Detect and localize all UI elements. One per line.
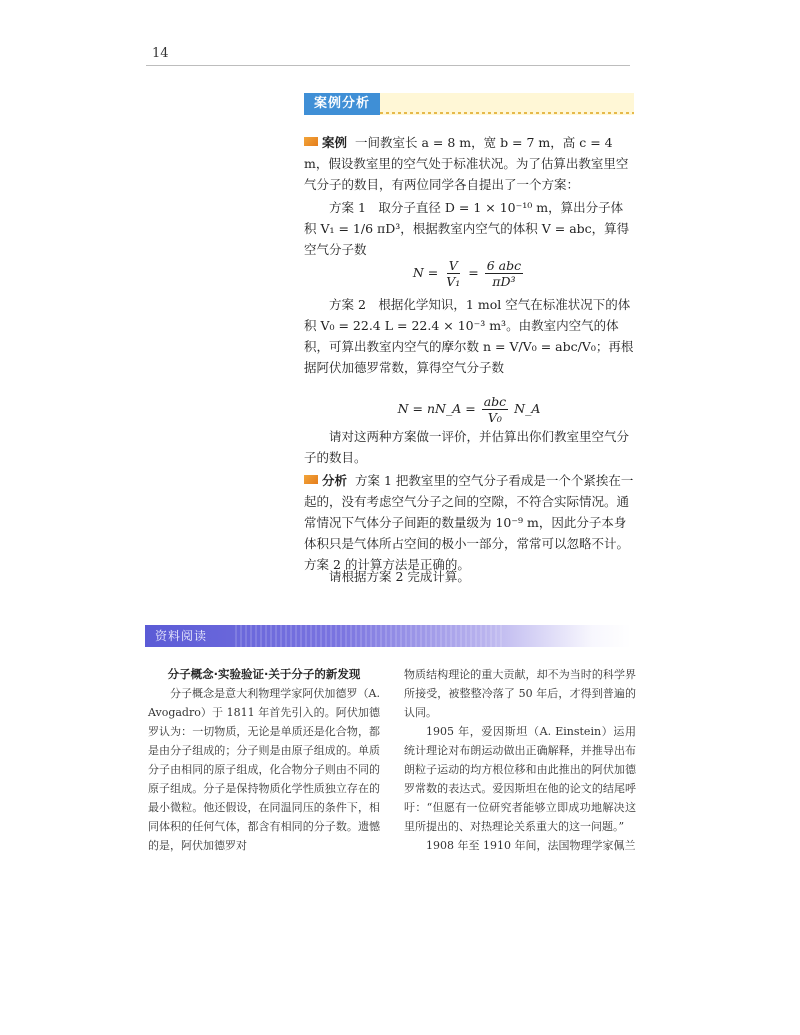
formula2-tail: N_A (514, 401, 541, 416)
formula-1 (304, 258, 634, 289)
formula1-eq: = (468, 265, 479, 280)
formula1-f1-num: V (448, 258, 458, 273)
case-question: 请对这两种方案做一评价，并估算出你们教室里空气分子的数目。 (304, 429, 630, 465)
band-texture (235, 625, 505, 647)
formula1-f2-num: 6 abc (486, 258, 522, 273)
formula1-fraction-2 (485, 258, 523, 289)
formula1-f2-den: πD³ (492, 274, 516, 289)
header-rule (146, 65, 630, 66)
formula2-num: abc (483, 394, 507, 409)
formula1-lhs: N = (412, 265, 439, 280)
dotted-rule (380, 112, 634, 114)
section-header (304, 93, 634, 115)
section-title: 案例分析 (304, 93, 380, 115)
reading-right-p1: 物质结构理论的重大贡献，却不为当时的科学界所接受，被整整冷落了 50 年后，才得到普遍的认同。 (404, 668, 636, 719)
reading-title: 分子概念·实验验证·关于分子的新发现 (167, 667, 361, 681)
analysis-block (304, 470, 634, 575)
reading-right-p3: 1908 年至 1910 年间，法国物理学家佩兰 (426, 839, 636, 852)
reading-section-band (145, 625, 631, 647)
formula-2 (304, 394, 634, 425)
reading-left-text: 分子概念是意大利物理学家阿伏加德罗（A. Avogadro）于 1811 年首先引入的。阿伏加德罗认为：一切物质，无论是单质还是化合物，都是由分子组成的；分子则是由原子组成的。单质分子由相同的原子组成，化合物分子则由不同的原子组成。分子是保持物质化学性质独立存在的最小微粒。他还假设，在同温同压的条件下，相同体积的任何气体，都含有相同的分子数。遗憾的是，阿伏加德罗对 (148, 687, 380, 852)
question-block (304, 426, 634, 468)
analysis-text: 方案 1 把教室里的空气分子看成是一个个紧挨在一起的，没有考虑空气分子之间的空隙，不符合实际情况。通常情况下气体分子间距的数量级为 10⁻⁹ m，因此分子本身体积只是气体所占空间的极小一部分，常常可以忽略不计。方案 2 的计算方法是正确的。 (304, 473, 634, 572)
plan1-text: 方案 1 取分子直径 D = 1 × 10⁻¹⁰ m，算出分子体积 V₁ = 1/6 πD³，根据教室内空气的体积 V = abc，算得空气分子数 (304, 200, 630, 257)
analysis-instruction: 请根据方案 2 完成计算。 (329, 569, 470, 584)
formula1-fraction-1 (444, 258, 462, 289)
case-intro: 一间教室长 a = 8 m，宽 b = 7 m，高 c = 4 m，假设教室里的空气处于标准状况。为了估算出教室里空气分子的数目，有两位同学各自提出了一个方案： (304, 135, 629, 192)
formula2-den: V₀ (487, 410, 502, 425)
reading-band-label: 资料阅读 (155, 629, 208, 643)
page-number: 14 (152, 46, 169, 61)
plan2-block (304, 294, 634, 378)
plan1-block (304, 197, 634, 260)
case-label: 案例 (322, 135, 348, 150)
case-intro-block (304, 132, 634, 195)
reading-left-column (148, 665, 380, 855)
reading-right-p2: 1905 年，爱因斯坦（A. Einstein）运用统计理论对布朗运动做出正确解释，并推导出布朗粒子运动的均方根位移和由此推出的阿伏加德罗常数的表达式。爱因斯坦在他的论文的结尾呼吁：“但愿有一位研究者能够立即成功地解决这里所提出的、对热理论关系重大的这一问题。” (404, 725, 636, 833)
reading-right-column (404, 665, 636, 855)
plan2-text: 方案 2 根据化学知识，1 mol 空气在标准状况下的体积 V₀ = 22.4 L = 22.4 × 10⁻³ m³。由教室内空气的体积，可算出教室内空气的摩尔数 n = V/V₀ = abc/V₀；再根据阿伏加德罗常数，算得空气分子数 (304, 297, 634, 375)
instruction-block (304, 566, 634, 587)
case-marker-icon (304, 137, 318, 146)
formula2-fraction (482, 394, 508, 425)
analysis-marker-icon (304, 475, 318, 484)
analysis-label: 分析 (322, 473, 348, 488)
formula2-lhs: N = nN_A = (397, 401, 476, 416)
formula1-f1-den: V₁ (446, 274, 461, 289)
